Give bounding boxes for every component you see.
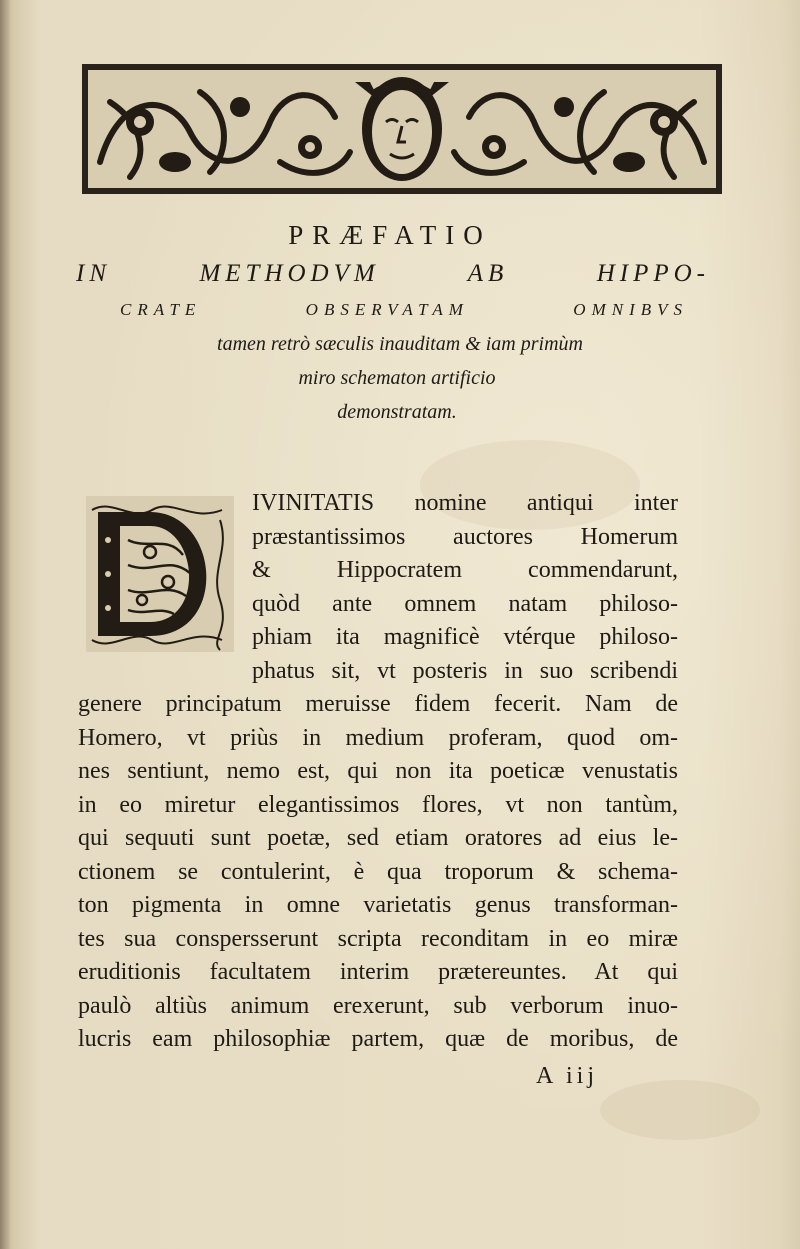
- text-line: præstantissimos auctores Homerum: [252, 523, 678, 550]
- body-text: [78, 487, 678, 1057]
- text-line: ton pigmenta in omne varietatis genus transforman-: [78, 892, 678, 918]
- text-line: & Hippocratem commendarunt,: [252, 557, 678, 583]
- title-line: miro schematon artificio: [298, 367, 496, 389]
- title-block: [70, 215, 710, 429]
- text-line: tes sua conspersserunt scripta reconditam in eo miræ: [78, 925, 678, 952]
- title-line: CRATE OBSERVATAM OMNIBVS: [120, 300, 688, 319]
- text-line: ctionem se contulerint, è qua troporum & schema-: [78, 858, 678, 885]
- page-title: PRÆFATIO: [288, 220, 492, 250]
- text-line: lucris eam philosophiæ partem, quæ de moribus, de: [78, 1026, 678, 1052]
- text-line: IVINITATIS nomine antiqui inter: [252, 490, 678, 516]
- text-line: nes sentiunt, nemo est, qui non ita poeticæ venustatis: [78, 758, 678, 784]
- title-line: tamen retrò sæculis inauditam & iam primùm: [217, 333, 583, 355]
- text-line: paulò altiùs animum erexerunt, sub verborum inuo-: [78, 992, 678, 1019]
- signature-mark: A iij: [536, 1063, 599, 1089]
- text-line: quòd ante omnem natam philoso-: [252, 590, 678, 617]
- text-line: eruditionis facultatem interim prætereuntes. At qui: [78, 959, 678, 985]
- paper-stain: [600, 1080, 760, 1140]
- text-line: Homero, vt priùs in medium proferam, quod om-: [78, 724, 678, 751]
- text-line: in eo miretur elegantissimos flores, vt non tantùm,: [78, 791, 678, 818]
- text-line: phatus sit, vt posteris in suo scribendi: [252, 657, 678, 684]
- text-line: qui sequuti sunt poetæ, sed etiam oratores ad eius le-: [78, 825, 678, 851]
- binding-gutter: [0, 0, 10, 1249]
- title-line: demonstratam.: [337, 401, 457, 423]
- title-line: IN METHODVM AB HIPPO-: [76, 260, 710, 287]
- text-line: phiam ita magnificè vtérque philoso-: [252, 624, 678, 650]
- ornamental-headpiece-icon: [80, 62, 724, 196]
- text-line: genere principatum meruisse fidem fecerit. Nam de: [78, 691, 678, 717]
